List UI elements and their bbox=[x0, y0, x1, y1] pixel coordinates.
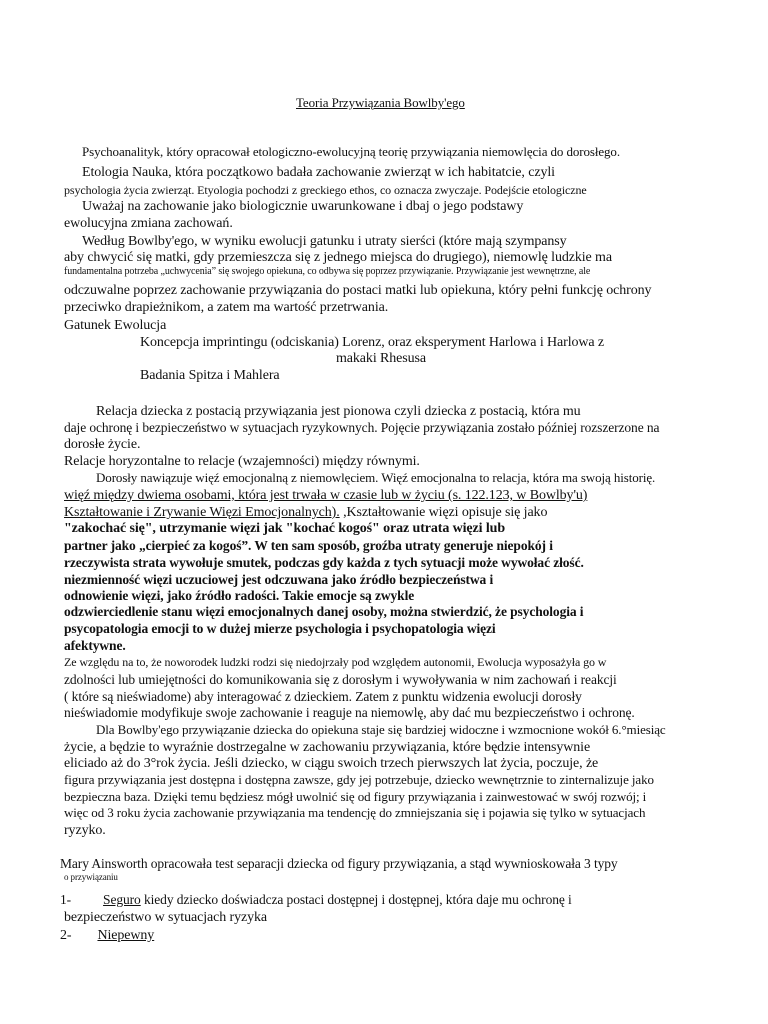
text-line: o przywiązaniu bbox=[64, 872, 118, 882]
text-line: rzeczywista strata wywołuje smutek, podczas gdy każda z tych sytuacji może wywołać złość. bbox=[64, 555, 584, 570]
text-line: Etologia Nauka, która początkowo badała zachowanie zwierząt w ich habitatcie, czyli bbox=[82, 165, 555, 180]
text-line: Psychoanalityk, który opracował etologiczno-ewolucyjną teorię przywiązania niemowlęcia do dorosłego. bbox=[82, 144, 620, 159]
text-line: Uważaj na zachowanie jako biologicznie uwarunkowane i dbaj o jego podstawy bbox=[82, 199, 524, 214]
text-line: psychologia życia zwierząt. Etyologia pochodzi z greckiego ethos, co oznacza zwyczaje. Podejście etologiczne bbox=[64, 183, 587, 197]
text-line: Relacja dziecka z postacią przywiązania jest pionowa czyli dziecka z postacią, która mu bbox=[96, 404, 581, 419]
text-line: ( które są nieświadome) aby interagować z dzieckiem. Zatem z punktu widzenia ewolucji dorosły bbox=[64, 689, 582, 704]
list-label: Niepewny bbox=[97, 928, 155, 943]
text-line: odczuwalne poprzez zachowanie przywiązania do postaci matki lub opiekuna, który pełni funkcję ochrony bbox=[64, 283, 652, 298]
list-item bbox=[60, 928, 154, 943]
list-text: kiedy dziecko doświadcza postaci dostępnej i dostępnej, która daje mu ochronę i bbox=[143, 892, 572, 907]
text-line: Dorosły nawiązuje więź emocjonalną z niemowlęciem. Więź emocjonalna to relacja, która ma swoją historię. bbox=[96, 470, 656, 485]
text-line: bezpieczna baza. Dzięki temu będziesz mógł uwolnić się od figury przywiązania i zainwestować w swój rozwój; i bbox=[64, 789, 647, 804]
text-line: Gatunek Ewolucja bbox=[64, 318, 167, 333]
text-line: ryzyko. bbox=[64, 823, 106, 838]
text-line: eliciado aż do 3°rok życia. Jeśli dziecko, w ciągu swoich trzech pierwszych lat życia, poczuje, że bbox=[64, 756, 599, 771]
text-line: więź między dwiema osobami, która jest trwała w czasie lub w życiu (s. 122.123, w Bowlby'u) bbox=[64, 488, 588, 503]
text-line: Według Bowlby'ego, w wyniku ewolucji gatunku i utraty sierści (które mają szympansy bbox=[82, 234, 567, 249]
text-line: życie, a będzie to wyraźnie dostrzegalne w zachowaniu przywiązania, które będzie intensywnie bbox=[64, 740, 591, 755]
text-line: daje ochronę i bezpieczeństwo w sytuacjach ryzykownych. Pojęcie przywiązania zostało później rozszerzone na bbox=[64, 420, 660, 435]
text-line: aby chwycić się matki, gdy przemieszcza się z jednego miejsca do drugiego), niemowlę ludzkie ma bbox=[64, 250, 612, 265]
text-line: figura przywiązania jest dostępna i dostępna zawsze, gdy jej potrzebuje, dziecko wewnętrznie to zinternalizuje jako bbox=[64, 772, 654, 787]
text-line: Koncepcja imprintingu (odciskania) Lorenz, oraz eksperyment Harlowa i Harlowa z bbox=[140, 335, 605, 350]
text-line: Mary Ainsworth opracowała test separacji dziecka od figury przywiązania, a stąd wywnioskowała 3 typy bbox=[60, 856, 618, 871]
list-item-continuation: bezpieczeństwo w sytuacjach ryzyka bbox=[64, 910, 268, 925]
document-title: Teoria Przywiązania Bowlby'ego bbox=[296, 95, 465, 110]
text-line: fundamentalna potrzeba „uchwycenia” się swojego opiekuna, co odbywa się poprzez przywiązanie. Przywiązanie jest wewnętrzne, ale bbox=[64, 266, 591, 277]
text-line: dorosłe życie. bbox=[64, 437, 141, 452]
text-line: Dla Bowlby'ego przywiązanie dziecka do opiekuna staje się bardziej widoczne i wzmocnione wokół 6.°miesiąc bbox=[96, 722, 666, 737]
list-label: Seguro bbox=[103, 892, 141, 907]
text-line: odnowienie więzi, jako źródło radości. Takie emocje są zwykle bbox=[64, 588, 415, 603]
text-line: Ze względu na to, że noworodek ludzki rodzi się niedojrzały pod względem autonomii, Ewolucja wyposażyła go w bbox=[64, 655, 607, 669]
text-line: więc od 3 roku życia zachowanie przywiązania ma tendencję do zmniejszania się i pojawia się tylko w sytuacjach bbox=[64, 805, 646, 820]
list-number: 1- bbox=[60, 892, 72, 907]
list-item bbox=[60, 893, 572, 908]
list-number: 2- bbox=[60, 928, 72, 943]
text-line: "zakochać się", utrzymanie więzi jak "kochać kogoś" oraz utrata więzi lub bbox=[64, 521, 506, 536]
text-line: Kształtowanie i Zrywanie Więzi Emocjonalnych). ,Kształtowanie więzi opisuje się jako bbox=[64, 505, 548, 520]
text-line: psycopatologia emocji to w dużej mierze psychologia i psychopatologia więzi bbox=[64, 621, 496, 636]
text-line: przeciwko drapieżnikom, a zatem ma wartość przetrwania. bbox=[64, 300, 389, 315]
text-line: nieświadomie modyfikuje swoje zachowanie i reaguje na niemowlę, aby dać mu bezpieczeństwo i ochronę. bbox=[64, 705, 635, 720]
text-line: ewolucyjna zmiana zachowań. bbox=[64, 216, 233, 231]
text-line: Relacje horyzontalne to relacje (wzajemności) między równymi. bbox=[64, 454, 420, 469]
text-line: afektywne. bbox=[64, 638, 126, 653]
text-line: odzwierciedlenie stanu więzi emocjonalnych danej osoby, można stwierdzić, że psychologia i bbox=[64, 604, 584, 619]
text-line: Badania Spitza i Mahlera bbox=[140, 368, 280, 383]
text-line: niezmienność więzi uczuciowej jest odczuwana jako źródło bezpieczeństwa i bbox=[64, 572, 494, 587]
text-line: zdolności lub umiejętności do komunikowania się z dorosłym i wywoływania w nim zachowań i reakcji bbox=[64, 672, 617, 687]
text-line: partner jako „cierpieć za kogoś”. W ten sam sposób, groźba utraty generuje niepokój i bbox=[64, 538, 553, 553]
text-line: makaki Rhesusa bbox=[336, 351, 426, 366]
